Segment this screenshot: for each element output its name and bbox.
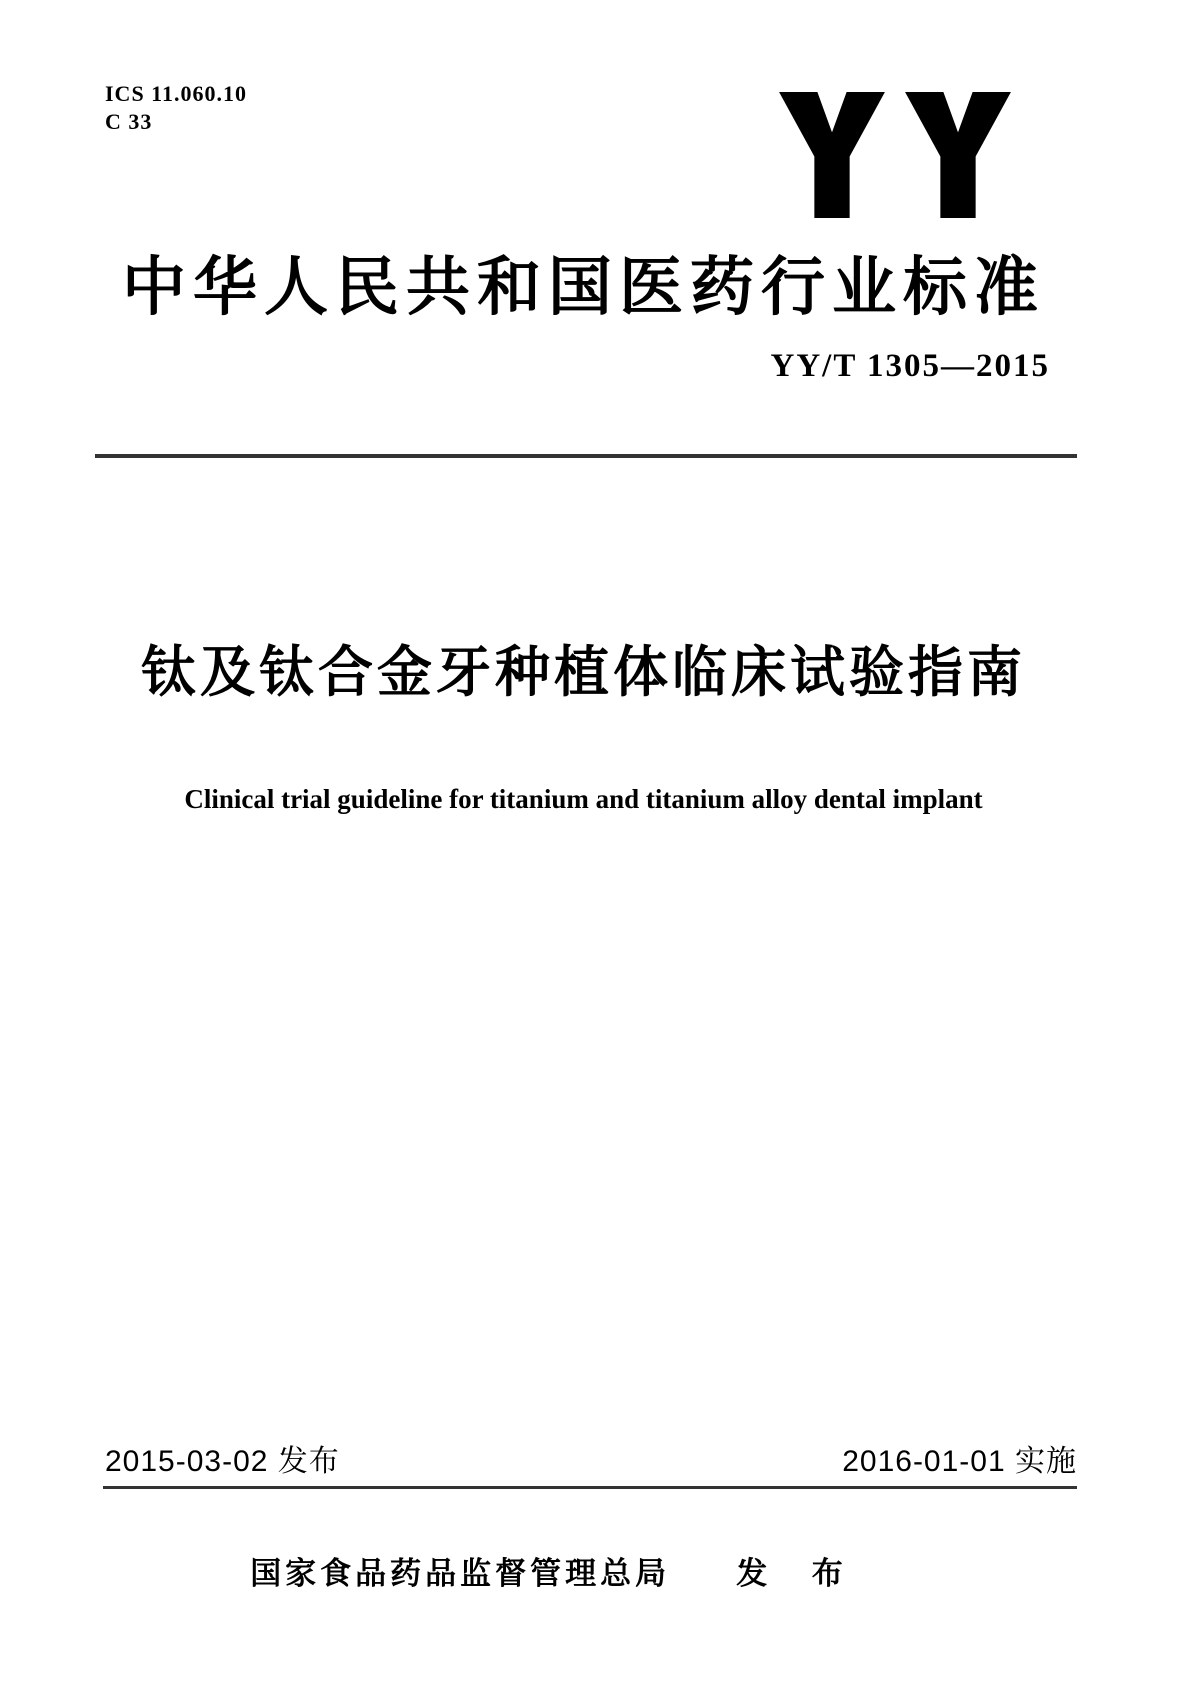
bottom-rule-divider	[103, 1486, 1077, 1489]
yy-logo-icon	[779, 92, 1011, 218]
classification-codes	[105, 80, 247, 136]
document-title-zh: 钛及钛合金牙种植体临床试验指南	[140, 641, 1026, 703]
implement-date: 2016-01-01 实施	[842, 1445, 1077, 1478]
publisher-row	[0, 1548, 1111, 1593]
standard-number: YY/T 1305—2015	[770, 348, 1050, 384]
date-row	[105, 1436, 1077, 1480]
ics-code: ICS 11.060.10	[105, 81, 247, 106]
top-rule-divider	[95, 454, 1077, 458]
class-code: C 33	[105, 109, 153, 134]
standard-heading: 中华人民共和国医药行业标准	[122, 251, 1045, 323]
publisher-name: 国家食品药品监督管理总局	[250, 1556, 671, 1591]
publish-label: 发 布	[736, 1556, 861, 1591]
issue-date: 2015-03-02 发布	[105, 1445, 340, 1478]
document-title-en: Clinical trial guideline for titanium and titanium alloy dental implant	[184, 784, 983, 814]
